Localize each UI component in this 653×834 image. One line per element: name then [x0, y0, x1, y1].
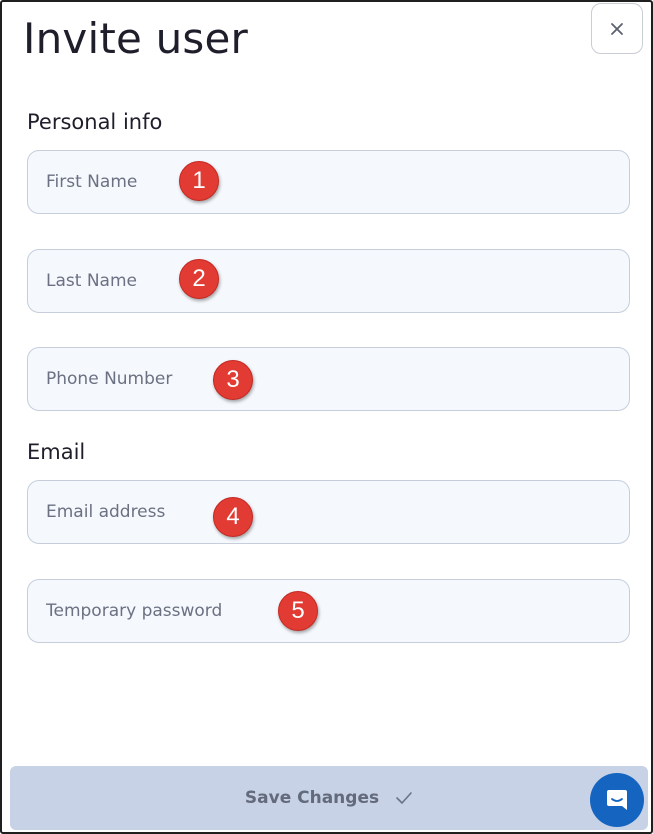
temporary-password-field[interactable]	[27, 579, 630, 643]
phone-number-input[interactable]	[28, 348, 629, 410]
check-icon	[395, 791, 413, 805]
step-marker-2: 2	[179, 259, 219, 299]
email-address-input[interactable]	[28, 481, 629, 543]
last-name-input[interactable]	[28, 250, 629, 312]
temporary-password-input[interactable]	[28, 580, 629, 642]
save-changes-label: Save Changes	[244, 788, 380, 808]
chat-icon	[604, 787, 630, 813]
personal-info-heading: Personal info	[27, 110, 163, 134]
step-marker-5: 5	[278, 591, 318, 631]
save-changes-button[interactable]	[10, 766, 648, 830]
step-marker-1: 1	[179, 161, 219, 201]
dialog-title: Invite user	[23, 14, 248, 63]
email-address-field[interactable]	[27, 480, 630, 544]
last-name-field[interactable]	[27, 249, 630, 313]
close-icon	[610, 22, 624, 36]
email-heading: Email	[27, 440, 86, 464]
step-marker-3: 3	[213, 360, 253, 400]
first-name-field[interactable]	[27, 150, 630, 214]
chat-launcher-button[interactable]	[590, 773, 644, 827]
close-button[interactable]	[591, 3, 643, 54]
first-name-input[interactable]	[28, 151, 629, 213]
step-marker-4: 4	[213, 497, 253, 537]
phone-number-field[interactable]	[27, 347, 630, 411]
